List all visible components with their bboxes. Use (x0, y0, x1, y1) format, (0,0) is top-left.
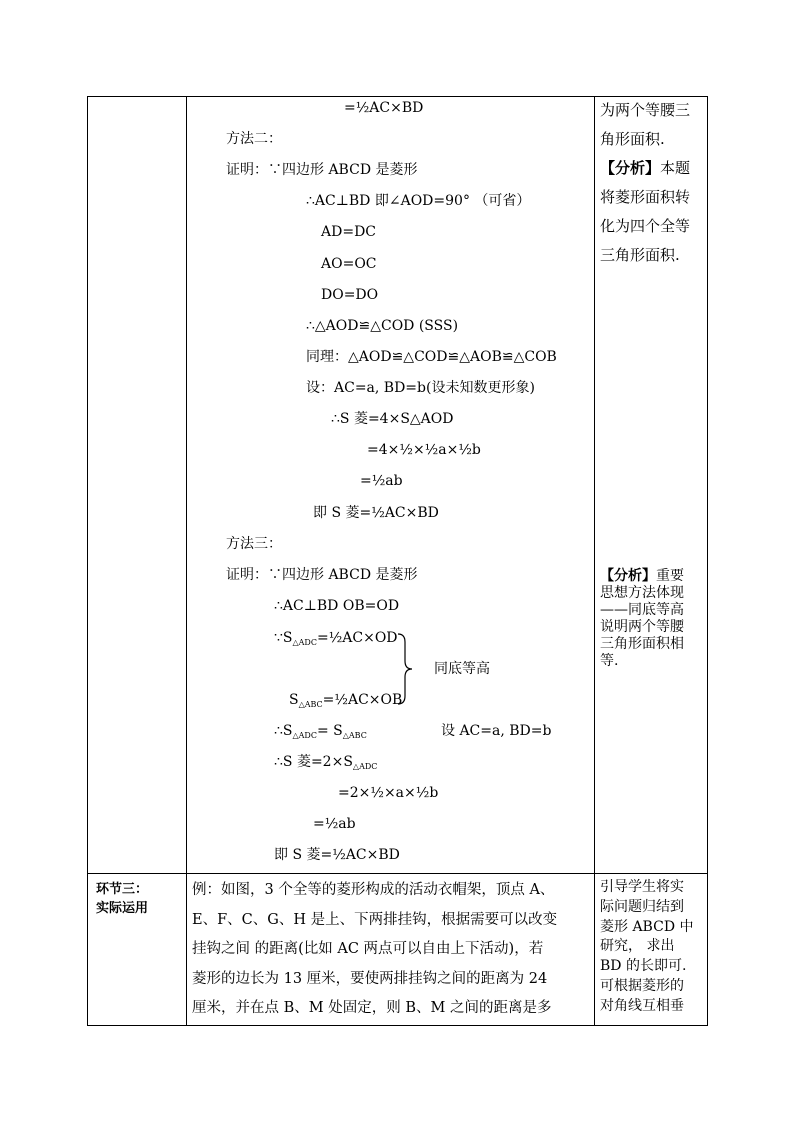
method3-heading: 方法三： (226, 536, 282, 552)
method3-area (274, 753, 377, 773)
formula-subscript: △ABC (342, 731, 367, 740)
example-line: 例：如图，3 个全等的菱形构成的活动衣帽架，顶点 A、 (192, 882, 555, 898)
method3-line: =2×½×a×½b (338, 785, 439, 801)
method2-tail: =½AC×BD (344, 100, 424, 116)
method3-line: =½ab (313, 816, 356, 832)
method3-let: 设 AC=a, BD=b (441, 723, 552, 739)
note-block-2 (600, 154, 690, 270)
section3-example (192, 876, 588, 1024)
formula-text: ∴S (274, 723, 293, 739)
method2-line: AD=DC (321, 224, 377, 240)
note-line: 三角形面积相 (600, 636, 684, 652)
note-line: BD 的长即可. (600, 958, 687, 975)
note-line: 等. (600, 653, 619, 669)
note-line: 说明两个等腰 (600, 619, 684, 635)
method3-adc-formula (274, 629, 398, 649)
method2-line: =4×½×½a×½b (367, 442, 481, 458)
table-row-divider (87, 873, 708, 874)
method3-line: ∴AC⊥BD OB=OD (274, 598, 400, 614)
method2-line: 证明：∵四边形 ABCD 是菱形 (226, 162, 418, 178)
formula-text: S (289, 692, 299, 708)
formula-subscript: △ADC (292, 731, 317, 740)
note-line: 将菱形面积转 (600, 188, 691, 206)
analysis-tag: 【分析】 (600, 568, 656, 584)
note-line: 为两个等腰三 (600, 101, 691, 119)
formula-text: =½AC×OB (322, 692, 403, 708)
method2-line: 即 S 菱=½AC×BD (313, 505, 439, 521)
note-line: 际问题归结到 (600, 898, 684, 915)
note-line (600, 568, 684, 585)
note-line: 菱形 ABCD 中 (600, 918, 694, 935)
note-line (600, 154, 690, 183)
formula-subscript: △ADC (352, 762, 378, 771)
table-divider-1 (186, 96, 187, 1026)
example-line: 挂钩之间 的距离(比如 AC 两点可以自由上下活动)，若 (192, 941, 544, 957)
table-divider-2 (594, 96, 595, 1026)
method3-equal-areas (274, 722, 367, 742)
method3-line: 证明：∵四边形 ABCD 是菱形 (226, 567, 418, 583)
method2-line: AO=OC (321, 256, 377, 272)
method2-line: ∴△AOD≌△COD (SSS) (306, 318, 459, 334)
method2-line: =½ab (360, 473, 403, 489)
formula-text: = S (316, 723, 343, 739)
formula-subscript: △ABC (298, 700, 323, 709)
note-line: 对角线互相垂 (600, 997, 684, 1014)
formula-text: =½AC×OD (316, 630, 398, 646)
example-line: 菱形的边长为 13 厘米，要使两排挂钩之间的距离为 24 (192, 970, 548, 987)
note-block-1 (600, 96, 690, 154)
note-line: 化为四个全等 (600, 217, 691, 235)
table-border-left (87, 96, 88, 1026)
note-line: 角形面积. (600, 130, 665, 148)
section3-title-line2: 实际运用 (96, 901, 149, 916)
method2-line: 设：AC=a, BD=b(设未知数更形象) (306, 380, 535, 396)
note-block-3 (600, 568, 684, 670)
brace-label: 同底等高 (434, 661, 490, 677)
section3-title-line1: 环节三： (96, 882, 149, 897)
method2-heading: 方法二： (226, 131, 282, 147)
example-line: E、F、C、G、H 是上、下两排挂钩，根据需要可以改变 (192, 911, 558, 928)
table-border-right (707, 96, 708, 1026)
method2-line: ∴AC⊥BD 即∠AOD=90° （可省） (306, 193, 531, 209)
note-block-4 (600, 878, 694, 1017)
analysis-tag: 【分析】 (600, 159, 661, 177)
note-line: ——同底等高 (600, 602, 684, 618)
formula-text: ∴S 菱=2×S (274, 754, 353, 770)
method3-abc-formula (289, 691, 402, 711)
formula-subscript: △ADC (292, 638, 317, 647)
example-line: 厘米，并在点 B、M 处固定，则 B、M 之间的距离是多 (192, 1000, 552, 1016)
method2-line: 同理：△AOD≌△COD≌△AOB≌△COB (306, 349, 557, 365)
note-line: 引导学生将实 (600, 879, 684, 895)
note-text: 重要 (656, 568, 684, 584)
note-line: 思想方法体现 (600, 585, 684, 601)
method2-line: ∴S 菱=4×S△AOD (331, 411, 454, 427)
note-line: 可根据菱形的 (600, 977, 684, 994)
note-line: 研究， 求出 (600, 938, 675, 955)
formula-text: ∵S (274, 630, 293, 646)
note-line: 三角形面积. (600, 246, 680, 264)
table-border-bottom (87, 1025, 708, 1026)
method2-line: DO=DO (321, 287, 379, 303)
note-text: 本题 (660, 159, 691, 177)
method3-line: 即 S 菱=½AC×BD (274, 847, 400, 863)
